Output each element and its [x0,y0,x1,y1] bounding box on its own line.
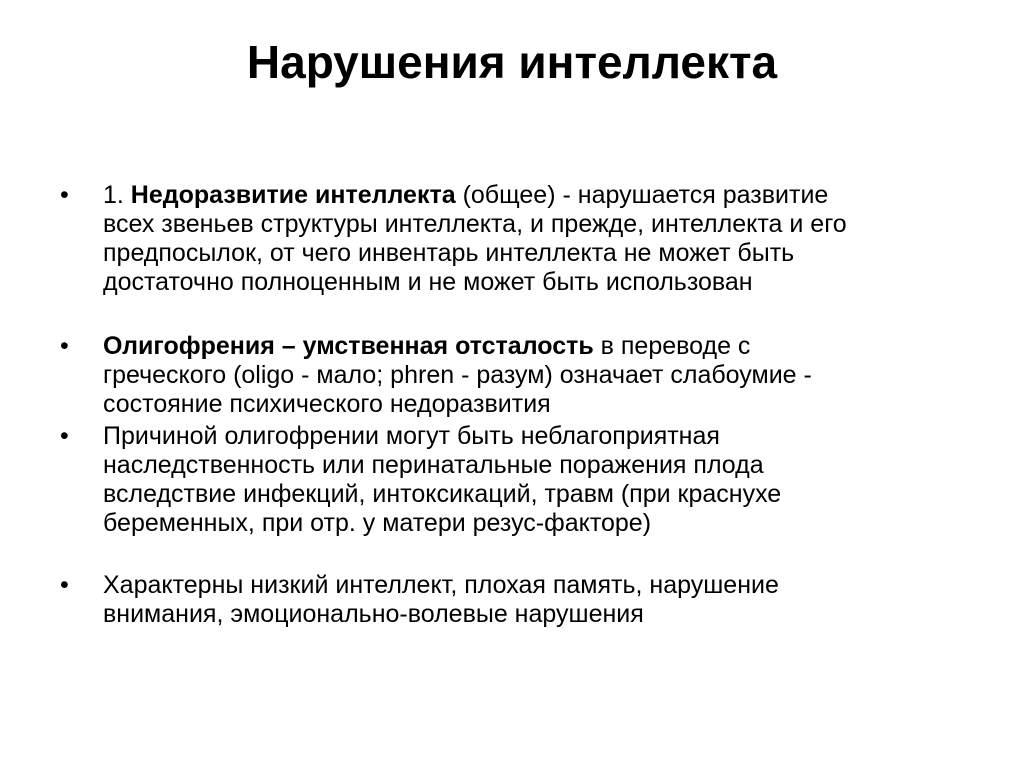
bullet-dot-icon: • [60,181,69,209]
bullet-line: предпосылок, от чего инвентарь интеллекта не может быть [103,239,795,267]
bullet-line: достаточно полноценным и не может быть использован [103,268,753,296]
bullet-text [103,332,983,419]
bullet-text [103,181,983,297]
bullet-line-rest: (общее) - нарушается развитие [455,181,829,209]
bullet-bold-term: Олигофрения – умственная отсталость [103,332,594,360]
bullet-line: Причиной олигофрении могут быть неблагоприятная [103,422,720,450]
bullet-line: наследственность или перинатальные поражения плода [103,451,764,479]
bullet-prefix: 1. [103,181,131,209]
bullet-text [103,422,983,538]
bullet-line: беременных, при отр. у матери резус-факторе) [103,509,652,537]
bullet-line [103,181,983,210]
bullet-dot-icon: • [60,571,69,599]
bullet-dot-icon: • [60,332,69,360]
bullet-text [103,571,983,629]
bullet-line: греческого (oligo - мало; phren - разум) означает слабоумие - [103,361,812,389]
bullet-line: вследствие инфекций, интоксикаций, травм (при краснухе [103,480,782,508]
bullet-line [103,332,983,361]
bullet-dot-icon: • [60,422,69,450]
slide-title: Нарушения интеллекта [246,36,778,88]
bullet-line-rest: в переводе с [593,332,751,360]
bullet-bold-term: Недоразвитие интеллекта [130,181,456,209]
bullet-line: внимания, эмоционально-волевые нарушения [103,600,644,628]
bullet-line: Характерны низкий интеллект, плохая память, нарушение [103,571,779,599]
bullet-line: состояние психического недоразвития [103,390,551,418]
bullet-line: всех звеньев структуры интеллекта, и прежде, интеллекта и его [103,210,847,238]
